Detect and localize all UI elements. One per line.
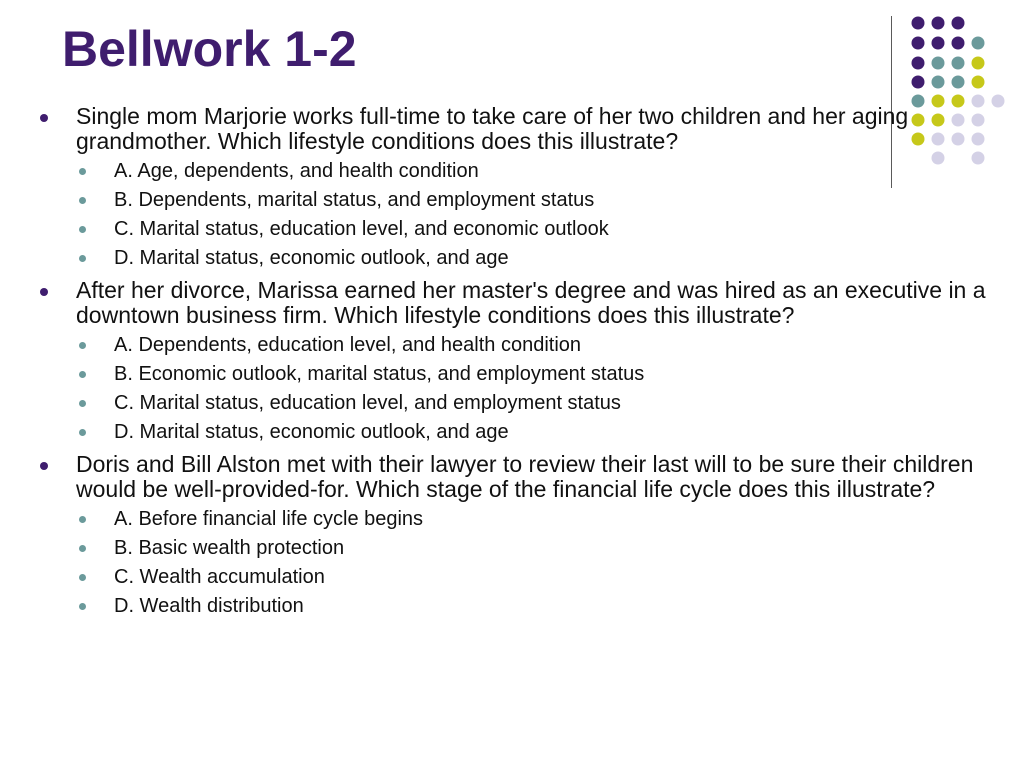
decorative-dot — [972, 76, 985, 89]
option — [36, 505, 996, 534]
option — [36, 215, 996, 244]
option-text: C. Wealth accumulation — [114, 566, 325, 588]
sub-bullet-icon — [79, 400, 86, 407]
sub-bullet-icon — [79, 603, 86, 610]
option-text: A. Age, dependents, and health condition — [114, 160, 479, 182]
option-list — [36, 505, 996, 621]
sub-bullet-icon — [79, 342, 86, 349]
question-block — [36, 104, 996, 273]
sub-bullet-icon — [79, 545, 86, 552]
option — [36, 157, 996, 186]
question-block — [36, 278, 996, 447]
decorative-dot — [912, 17, 925, 30]
question-text: Doris and Bill Alston met with their lawyer to review their last will to be sure their children would be well-provided-for. Which stage of the financial life cycle does this illustrate? — [76, 451, 974, 502]
sub-bullet-icon — [79, 168, 86, 175]
decorative-dot — [932, 37, 945, 50]
option-text: B. Dependents, marital status, and employment status — [114, 189, 595, 211]
option — [36, 389, 996, 418]
sub-bullet-icon — [79, 197, 86, 204]
option — [36, 360, 996, 389]
option — [36, 331, 996, 360]
option — [36, 186, 996, 215]
question-block — [36, 452, 996, 621]
decorative-dot — [952, 76, 965, 89]
option-text: D. Marital status, economic outlook, and age — [114, 421, 509, 443]
option-text: A. Before financial life cycle begins — [114, 508, 424, 530]
option — [36, 244, 996, 273]
sub-bullet-icon — [79, 226, 86, 233]
decorative-dot — [972, 57, 985, 70]
question — [36, 452, 996, 502]
option-text: C. Marital status, education level, and employment status — [114, 392, 621, 414]
decorative-dot — [912, 37, 925, 50]
decorative-dot — [932, 76, 945, 89]
decorative-dot — [972, 37, 985, 50]
option-text: D. Marital status, economic outlook, and age — [114, 247, 509, 269]
bullet-icon — [40, 114, 48, 122]
slide-title: Bellwork 1-2 — [62, 21, 357, 77]
sub-bullet-icon — [79, 429, 86, 436]
sub-bullet-icon — [79, 516, 86, 523]
option — [36, 418, 996, 447]
option-text: D. Wealth distribution — [114, 595, 304, 617]
question — [36, 278, 996, 328]
sub-bullet-icon — [79, 574, 86, 581]
decorative-dot — [932, 17, 945, 30]
decorative-dot — [952, 37, 965, 50]
option — [36, 534, 996, 563]
option-list — [36, 157, 996, 273]
decorative-dot — [912, 57, 925, 70]
option — [36, 592, 996, 621]
question-text: Single mom Marjorie works full-time to take care of her two children and her aging grandmother. Which lifestyle conditions does this illustrate? — [76, 103, 909, 154]
option-text: C. Marital status, education level, and economic outlook — [114, 218, 609, 240]
bullet-icon — [40, 288, 48, 296]
option-text: A. Dependents, education level, and health condition — [114, 334, 582, 356]
sub-bullet-icon — [79, 255, 86, 262]
bullet-icon — [40, 462, 48, 470]
decorative-dot — [932, 57, 945, 70]
option-text: B. Economic outlook, marital status, and employment status — [114, 363, 645, 385]
question-text: After her divorce, Marissa earned her master's degree and was hired as an executive in a downtown business firm. Which lifestyle conditions does this illustrate? — [76, 277, 986, 328]
option-list — [36, 331, 996, 447]
decorative-dot — [952, 57, 965, 70]
option-text: B. Basic wealth protection — [114, 537, 345, 559]
decorative-dot — [952, 17, 965, 30]
question — [36, 104, 996, 154]
option — [36, 563, 996, 592]
decorative-dot — [912, 76, 925, 89]
sub-bullet-icon — [79, 371, 86, 378]
question-list — [36, 104, 996, 626]
